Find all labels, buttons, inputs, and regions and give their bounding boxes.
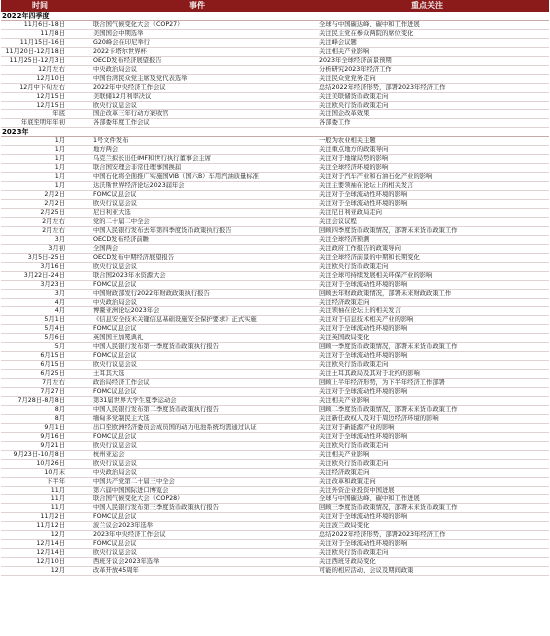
table-row: [1, 370, 549, 379]
event-cell: FOMC议息会议: [93, 325, 137, 333]
focus-cell: 关注对于地缘局势的影响: [319, 155, 389, 163]
table-row: [1, 245, 549, 254]
focus-cell: 总结2022年经济形势，部署2023年经济工作: [319, 83, 446, 91]
focus-cell: 关注西班牙政局变化: [319, 558, 376, 566]
event-cell: 出口至欧洲经济委员会成员国的动力电池系统均需通过认证: [93, 423, 257, 431]
focus-cell: 关注对于全球流动性环境的影响: [319, 191, 408, 199]
event-cell: 联合国气候变化大会（COP27）: [93, 20, 184, 28]
event-cell: 达沃斯世界经济论坛2023届年会: [93, 182, 185, 190]
table-row: [1, 334, 549, 343]
focus-cell: 关注领袖在论坛上的相关发言: [319, 307, 401, 315]
time-cell: 10月26日: [36, 459, 65, 467]
table-row: [1, 513, 549, 522]
table-row: [1, 415, 549, 424]
focus-cell: 分析研究2023年经济工作: [319, 65, 392, 73]
event-cell: 中国人民银行发布第二季度货币政策执行报告: [93, 405, 219, 413]
event-cell: 党的二十届二中全会: [93, 217, 150, 225]
time-cell: 5月6日: [44, 334, 65, 342]
table-row: [1, 209, 549, 218]
focus-cell: 回顾一季度货币政策情况，部署未来货币政策工作: [319, 343, 458, 351]
focus-cell: 回顾上半年经济形势，为下半年经济工作部署: [319, 379, 445, 387]
focus-cell: 关注全球可持续发展相关环保产业的影响: [319, 271, 433, 279]
time-cell: 12月中下旬左右: [19, 83, 65, 91]
table-row: [1, 504, 549, 513]
focus-cell: 关注土耳其政局及其对于北约的影响: [319, 370, 420, 378]
event-cell: 英国国王加冕典礼: [93, 334, 144, 342]
focus-cell: 可能的相应活动、会议及期间政策: [319, 567, 414, 575]
time-cell: 3月23日: [40, 280, 65, 288]
focus-cell: 总结2022年经济形势，部署2023年经济工作: [319, 531, 446, 539]
time-cell: 12月: [50, 531, 65, 539]
event-cell: 波兰议会2023年选举: [93, 522, 154, 530]
focus-cell: 关注对于全球流动性环境的影响: [319, 200, 408, 208]
header-focus: 重点关注: [411, 1, 443, 10]
time-cell: 2月左右: [42, 217, 65, 225]
event-cell: 第六届中国国际进口博览会: [93, 486, 169, 494]
focus-cell: 关注相关产业影响: [319, 450, 370, 458]
focus-cell: 关注经济政策走向: [319, 468, 370, 476]
event-cell: FOMC议息会议: [93, 352, 137, 360]
focus-cell: 关注外资企业投资中国进展: [319, 486, 395, 494]
time-cell: 11月25日-12月3日: [9, 56, 65, 64]
focus-cell: 关注欧央行货币政策走向: [319, 549, 389, 557]
table-row: [1, 164, 549, 173]
time-cell: 11月20日-12月18日: [5, 47, 65, 55]
event-calendar-table: [1, 0, 549, 576]
event-cell: 联合国2023年水资源大会: [93, 271, 166, 279]
time-cell: 4月: [54, 307, 65, 315]
table-row: [1, 281, 549, 290]
table-row: [1, 21, 549, 30]
event-cell: 国企改革三年行动方案收官: [93, 110, 169, 118]
focus-cell: 关注民主党在参众两院的席位变化: [319, 29, 414, 37]
event-cell: 欧央行议息会议: [93, 262, 138, 270]
event-cell: FOMC议息会议: [93, 432, 137, 440]
event-cell: 改革开放45周年: [93, 567, 139, 575]
time-cell: 1月: [54, 155, 65, 163]
event-cell: 中央政治局会议: [93, 65, 138, 73]
time-cell: 12月14日: [36, 540, 65, 548]
event-cell: 中国人民银行发布去年第四季度货币政策执行报告: [93, 226, 232, 234]
table-row: [1, 218, 549, 227]
table-row: [1, 352, 549, 361]
time-cell: 12月15日: [36, 101, 65, 109]
table-row: [1, 442, 549, 451]
table-row: [1, 424, 549, 433]
time-cell: 1月: [54, 173, 65, 181]
table-row: [1, 200, 549, 209]
time-cell: 3月5日-25日: [27, 253, 65, 261]
table-row: [1, 272, 549, 281]
event-cell: 2023年中央经济工作会议: [93, 531, 166, 539]
focus-cell: 关注欧央行货币政策走向: [319, 361, 389, 369]
event-cell: 土耳其大选: [93, 370, 125, 378]
focus-cell: 关注欧央行货币政策走向: [319, 441, 389, 449]
time-cell: 11月: [50, 504, 65, 512]
focus-cell: 关注波兰政局变化: [319, 522, 370, 530]
focus-cell: 关注对于全球流动性环境的影响: [319, 513, 408, 521]
event-cell: 欧央行议息会议: [93, 549, 138, 557]
section-title: 2022年四季度: [1, 12, 549, 21]
time-cell: 6月25日: [40, 370, 65, 378]
focus-cell: 关注会议议程: [319, 217, 357, 225]
event-cell: 尼日利亚大选: [93, 208, 131, 216]
time-cell: 1月: [54, 164, 65, 172]
time-cell: 7月左右: [42, 379, 65, 387]
table-row: [1, 254, 549, 263]
focus-cell: 关注全球经济预测: [319, 235, 370, 243]
table-row: [1, 460, 549, 469]
event-cell: 中央政治局会议: [93, 298, 138, 306]
event-cell: 欧央行议息会议: [93, 441, 138, 449]
event-cell: OECD发布中期经济展望报告: [93, 253, 175, 261]
focus-cell: 关注对于信息技术相关产业的影响: [319, 316, 414, 324]
table-row: [1, 451, 549, 460]
focus-cell: 各部委工作: [319, 119, 351, 127]
table-row: [1, 155, 549, 164]
table-row: [1, 182, 549, 191]
event-cell: 欧央行议息会议: [93, 200, 138, 208]
table-row: [1, 406, 549, 415]
table-row: [1, 397, 549, 406]
table-row: [1, 236, 549, 245]
time-cell: 2月2日: [44, 200, 65, 208]
table-row: [1, 299, 549, 308]
time-cell: 3月22日-24日: [23, 271, 65, 279]
table-row: [1, 110, 549, 119]
time-cell: 3月16日: [40, 262, 65, 270]
table-row: [1, 567, 549, 576]
focus-cell: 关注对于汽车产业和石油石化产业的影响: [319, 173, 433, 181]
event-cell: 中国共产党第二十届三中全会: [93, 477, 175, 485]
table-row: [1, 495, 549, 504]
table-body: [1, 12, 549, 576]
table-row: [1, 316, 549, 325]
table-row: [1, 290, 549, 299]
event-cell: 博鳌亚洲论坛2023年会: [93, 307, 160, 315]
event-cell: 2022卡塔尔世界杯: [93, 47, 147, 55]
time-cell: 5月: [54, 343, 65, 351]
time-cell: 11月: [50, 495, 65, 503]
event-cell: 乌克兰拟长出任IMF和世行执行董事会主席: [93, 155, 211, 163]
table-row: [1, 433, 549, 442]
table-row: [1, 119, 549, 128]
time-cell: 2月25日: [40, 208, 65, 216]
event-cell: FOMC议息会议: [93, 513, 137, 521]
focus-cell: 关注改革和政策走向: [319, 477, 376, 485]
table-row: [1, 307, 549, 316]
event-cell: 欧央行议息会议: [93, 361, 138, 369]
time-cell: 10月末: [44, 468, 65, 476]
focus-cell: 关注政府工作报告的政策导向: [319, 244, 401, 252]
event-cell: 政治局经济工作会议: [93, 379, 150, 387]
time-cell: 12月左右: [38, 65, 65, 73]
focus-cell: 关注英国政局变化: [319, 334, 370, 342]
focus-cell: 全球与中国碳达峰、碳中和工作进展: [319, 20, 420, 28]
focus-cell: 回顾四季度货币政策情况，部署未来货币政策工作: [319, 226, 458, 234]
table-row: [1, 522, 549, 531]
table-row: [1, 531, 549, 540]
focus-cell: 回顾三季度货币政策情况，部署未来货币政策工作: [319, 504, 458, 512]
table-row: [1, 549, 549, 558]
event-cell: 中国财政部发行2022年财政政策执行报告: [93, 289, 210, 297]
event-cell: 美联储12月利率决议: [93, 92, 152, 100]
time-cell: 5月4日: [44, 325, 65, 333]
table-row: [1, 558, 549, 567]
focus-cell: 关注峰会议题: [319, 38, 357, 46]
focus-cell: 关注相关产业影响: [319, 396, 370, 404]
focus-cell: 关注重点地方的政策导向: [319, 146, 389, 154]
time-cell: 6月15日: [40, 361, 65, 369]
event-cell: 中国台湾民众党主席及党代表选举: [93, 74, 188, 82]
table-row: [1, 469, 549, 478]
time-cell: 2月2日: [44, 191, 65, 199]
time-cell: 12月14日: [36, 549, 65, 557]
table-row: [1, 361, 549, 370]
focus-cell: 关注对于全球流动性环境的影响: [319, 432, 408, 440]
time-cell: 3月: [54, 235, 65, 243]
focus-cell: 关注民众党党务走向: [319, 74, 376, 82]
event-cell: FOMC议息会议: [93, 191, 137, 199]
table-row: [1, 93, 549, 102]
table-row: [1, 39, 549, 48]
table-row: [1, 75, 549, 84]
table-row: [1, 343, 549, 352]
event-cell: 第31届世界大学生夏季运动会: [93, 396, 177, 404]
time-cell: 12月: [50, 567, 65, 575]
table-row: [1, 102, 549, 111]
event-cell: 欧央行议息会议: [93, 101, 138, 109]
time-cell: 12月10日: [36, 74, 65, 82]
time-cell: 11月6日-18日: [23, 20, 65, 28]
time-cell: 11月12日: [36, 522, 65, 530]
table-row: [1, 540, 549, 549]
event-cell: 欧央行议息会议: [93, 459, 138, 467]
table-row: [1, 146, 549, 155]
table-row: [1, 325, 549, 334]
table-row: [1, 84, 549, 93]
focus-cell: 回顾去年财政政策情况，部署未来财政政策工作: [319, 289, 452, 297]
time-cell: 3月初: [48, 244, 65, 252]
time-cell: 8月: [54, 405, 65, 413]
time-cell: 11月8日: [40, 29, 65, 37]
time-cell: 年底: [52, 110, 65, 118]
time-cell: 1月: [54, 146, 65, 154]
section-title: 2023年: [1, 128, 549, 137]
event-cell: 各部委年度工作会议: [93, 119, 150, 127]
event-cell: 杭州亚运会: [93, 450, 125, 458]
focus-cell: 关注对于全球流动性环境的影响: [319, 540, 408, 548]
time-cell: 下半年: [46, 477, 65, 485]
table-row: [1, 388, 549, 397]
table-row: [1, 379, 549, 388]
event-cell: FOMC议息会议: [93, 388, 137, 396]
event-cell: 2022年中央经济工作会议: [93, 83, 166, 91]
table-row: [1, 487, 549, 496]
table-row: [1, 263, 549, 272]
event-cell: FOMC议息会议: [93, 280, 137, 288]
focus-cell: 关注全球经济环境的影响: [319, 164, 389, 172]
table-row: [1, 48, 549, 57]
focus-cell: 全球与中国碳达峰、碳中和工作进展: [319, 495, 420, 503]
focus-cell: 2023年全球经济前景预期: [319, 56, 392, 64]
focus-cell: 关注新任政权人及对于周边经济环境的影响: [319, 414, 439, 422]
event-cell: 《信息安全技术关键信息基础设施安全保护要求》正式实施: [93, 316, 257, 324]
event-cell: 中国石化将全面推广实施国VIB（国六B）车用汽油质量标准: [93, 173, 259, 181]
time-cell: 11月2日: [40, 513, 65, 521]
time-cell: 12月15日: [36, 92, 65, 100]
time-cell: 9月21日: [40, 441, 65, 449]
focus-cell: 关注美联储货币政策走向: [319, 92, 389, 100]
event-cell: 中国人民银行发布第三季度货币政策执行报告: [93, 504, 219, 512]
time-cell: 11月15日-16日: [19, 38, 65, 46]
time-cell: 5月1日: [44, 316, 65, 324]
time-cell: 年底至明年年初: [20, 119, 65, 127]
table-row: [1, 30, 549, 39]
table-row: [1, 227, 549, 236]
focus-cell: 关注国企改革效果: [319, 110, 370, 118]
table-header: [1, 0, 549, 12]
table-row: [1, 191, 549, 200]
time-cell: 6月15日: [40, 352, 65, 360]
event-cell: 联合国安理会非常任理事国换届: [93, 164, 182, 172]
time-cell: 1月: [54, 137, 65, 145]
focus-cell: 关注欧央行货币政策走向: [319, 459, 389, 467]
time-cell: 8月: [54, 414, 65, 422]
focus-cell: 关注全球经济前景的中期和长期变化: [319, 253, 420, 261]
event-cell: 美国国会中期选举: [93, 29, 144, 37]
focus-cell: 一般为农业相关主题: [319, 137, 376, 145]
focus-cell: 关注欧央行货币政策走向: [319, 262, 389, 270]
time-cell: 9月1日: [44, 423, 65, 431]
table-row: [1, 478, 549, 487]
focus-cell: 关注对于新能源产业的影响: [319, 423, 395, 431]
event-cell: 缅甸多党制民主大选: [93, 414, 150, 422]
table-row: [1, 137, 549, 146]
focus-cell: 关注对于全球流动性环境的影响: [319, 325, 408, 333]
event-cell: G20峰会在印尼举行: [93, 38, 150, 46]
time-cell: 4月: [54, 298, 65, 306]
event-cell: OECD发布经济展望报告: [93, 56, 162, 64]
time-cell: 12月10日: [36, 558, 65, 566]
focus-cell: 关注对于全球流动性环境的影响: [319, 352, 408, 360]
time-cell: 7月27日: [40, 388, 65, 396]
event-cell: OECD发布经济前瞻: [93, 235, 149, 243]
event-cell: 全国两会: [93, 244, 119, 252]
time-cell: 11月: [50, 486, 65, 494]
event-cell: FOMC议息会议: [93, 540, 137, 548]
header-time: 时间: [32, 1, 48, 10]
time-cell: 9月23日-10月8日: [13, 450, 65, 458]
focus-cell: 回顾二季度货币政策情况，部署未来货币政策工作: [319, 405, 458, 413]
focus-cell: 关注经济政策走向: [319, 298, 370, 306]
time-cell: 2月左右: [42, 226, 65, 234]
focus-cell: 关注相关产业影响: [319, 47, 370, 55]
focus-cell: 关注尼日利亚政局走向: [319, 208, 382, 216]
event-cell: 中国人民银行发布第一季度货币政策执行报告: [93, 343, 219, 351]
focus-cell: 关注对于全球流动性环境的影响: [319, 280, 408, 288]
event-cell: 中央政治局会议: [93, 468, 138, 476]
focus-cell: 关注欧央行货币政策走向: [319, 101, 389, 109]
header-event: 事件: [189, 1, 205, 10]
event-cell: 联合国气候变化大会（COP28）: [93, 495, 184, 503]
time-cell: 1月: [54, 182, 65, 190]
event-cell: 1号文件发布: [93, 137, 129, 145]
time-cell: 7月28日-8月8日: [17, 396, 65, 404]
time-cell: 9月16日: [40, 432, 65, 440]
event-cell: 西班牙议会2023年选举: [93, 558, 160, 566]
table-row: [1, 57, 549, 66]
table-row: [1, 173, 549, 182]
focus-cell: 关注主要领袖在论坛上的相关发言: [319, 182, 414, 190]
focus-cell: 关注对于全球流动性环境的影响: [319, 388, 408, 396]
time-cell: 3月: [54, 289, 65, 297]
table-row: [1, 66, 549, 75]
event-cell: 地方两会: [93, 146, 119, 154]
